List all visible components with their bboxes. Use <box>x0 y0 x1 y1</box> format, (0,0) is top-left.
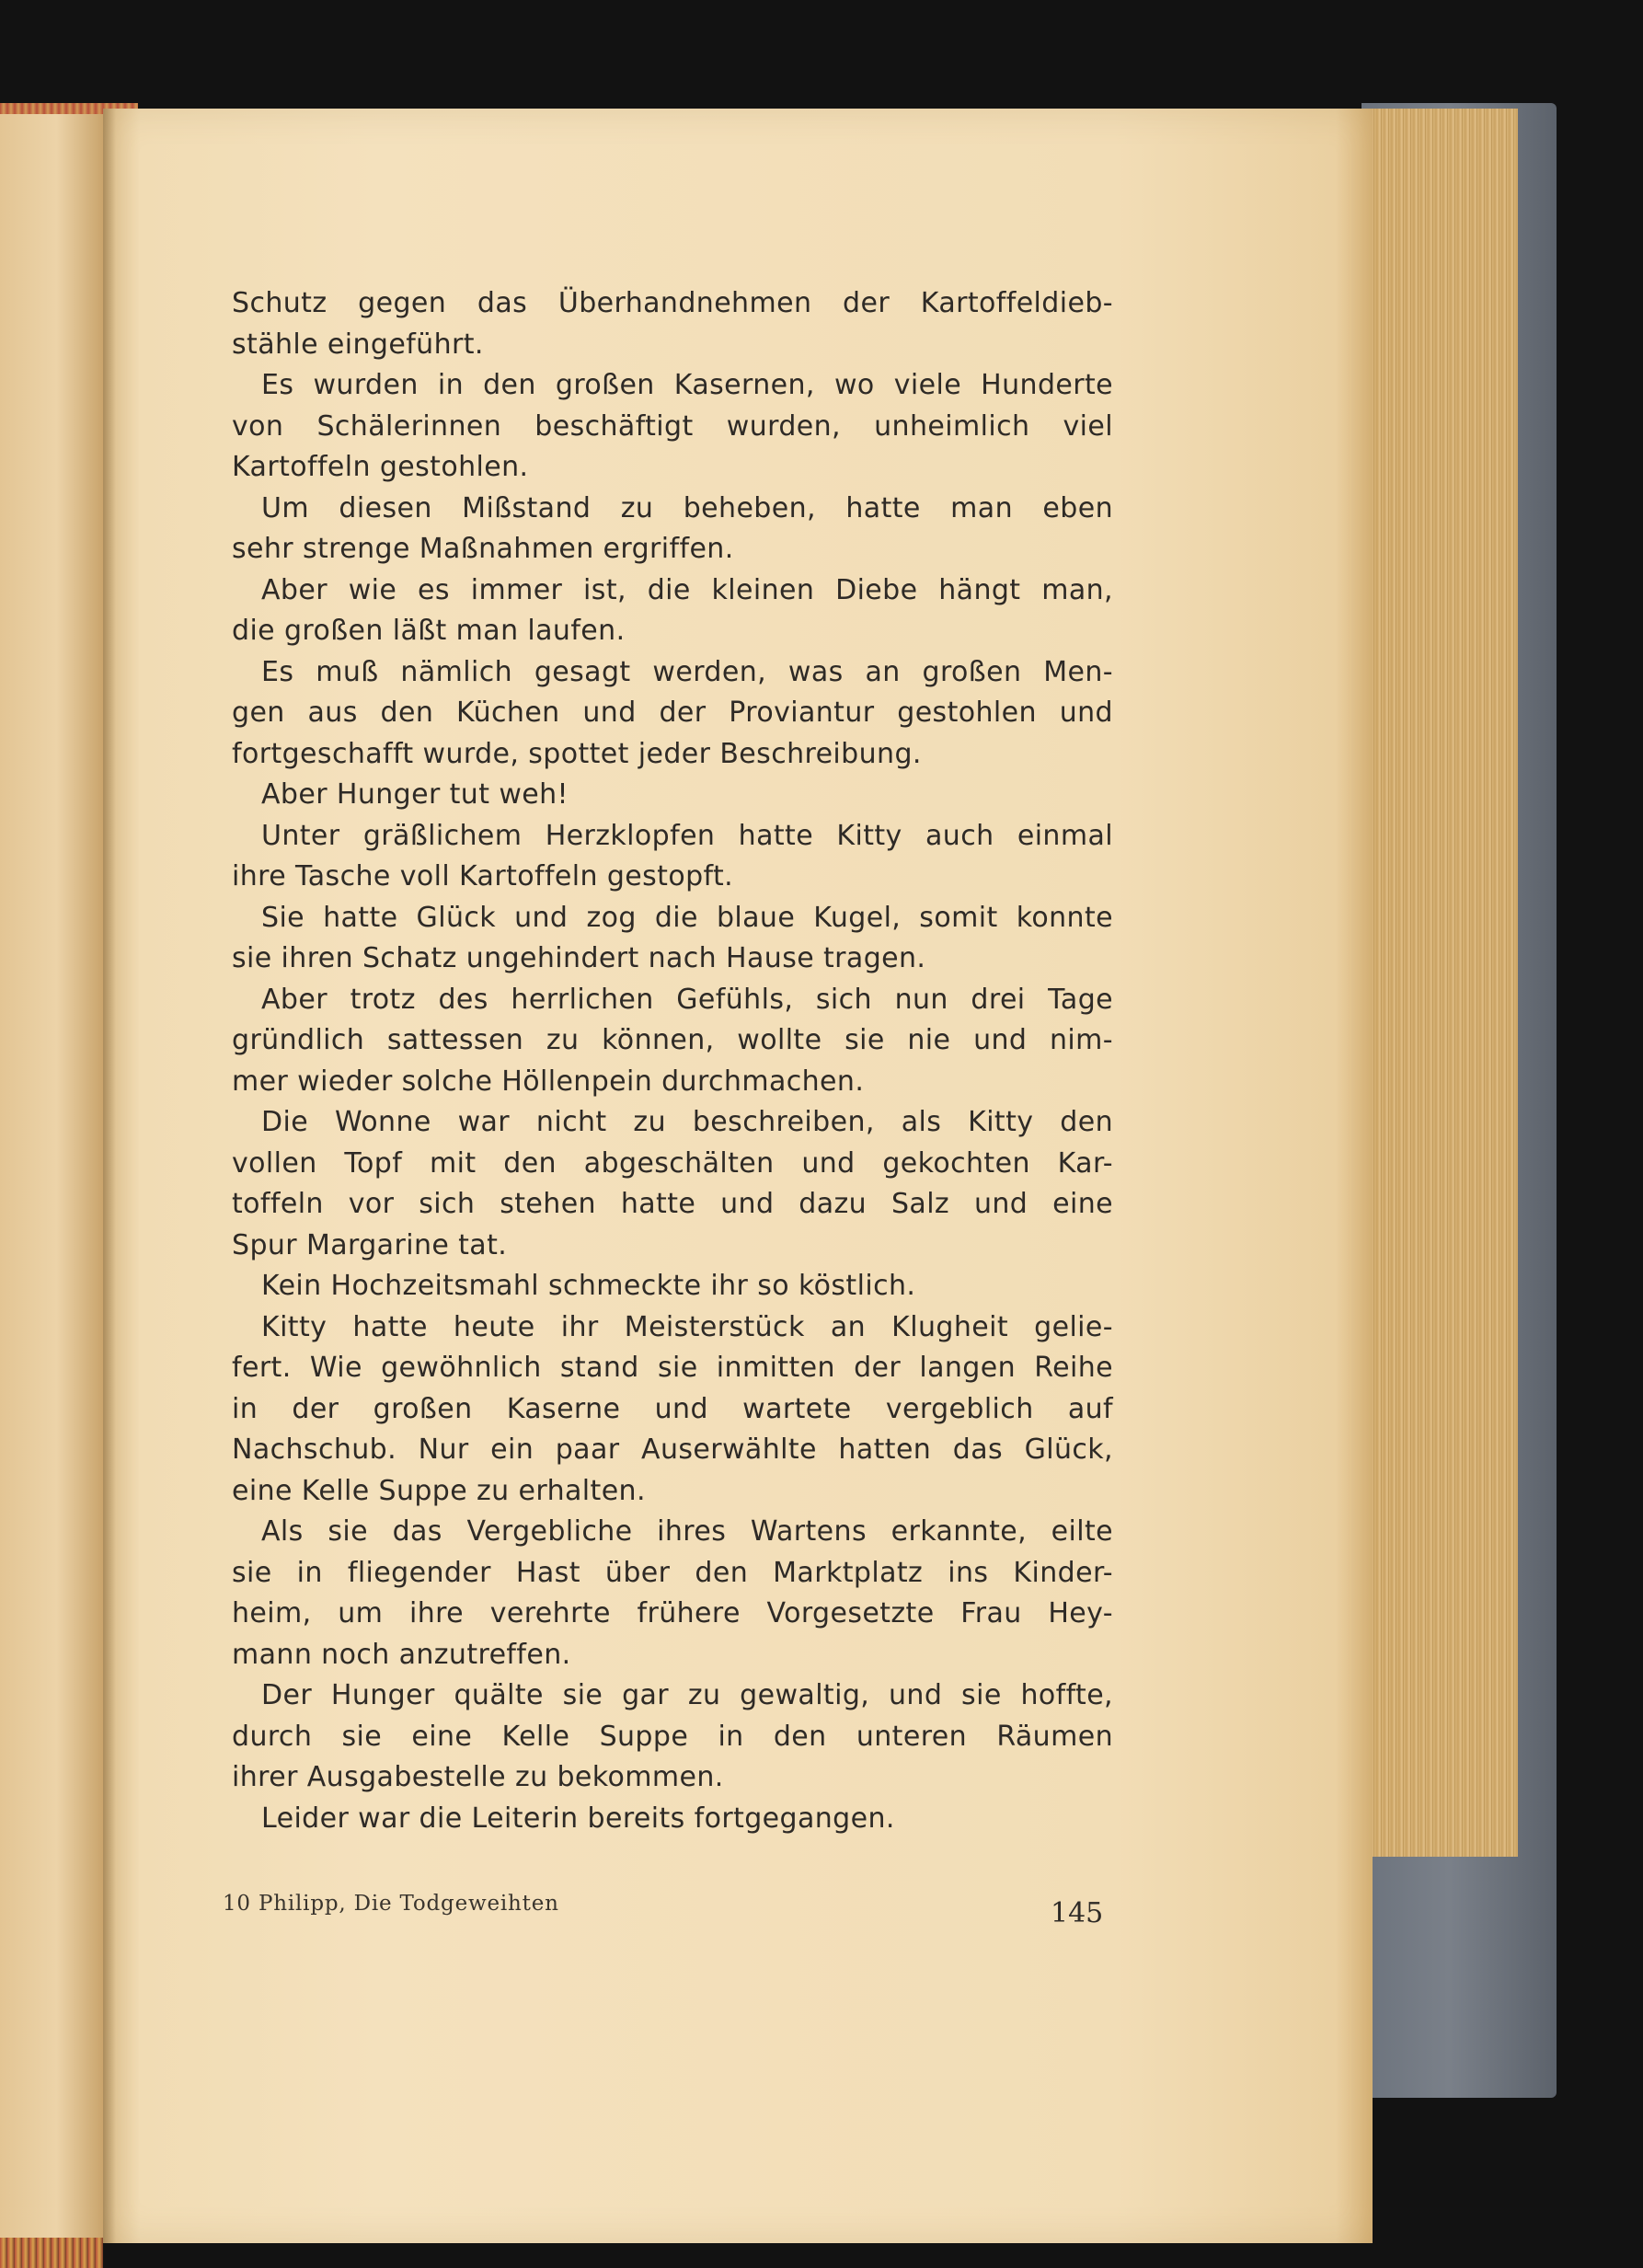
body-text <box>232 283 1113 1839</box>
footer-signature: 10 Philipp, Die Todgeweihten <box>223 1892 559 1916</box>
text-line: fert. Wie gewöhnlich stand sie inmitten der langen Reihe <box>232 1352 1113 1384</box>
text-line: eine Kelle Suppe zu erhalten. <box>232 1474 646 1507</box>
text-line: sie ihren Schatz ungehindert nach Hause tragen. <box>232 942 926 974</box>
text-line: Kartoffeln gestohlen. <box>232 451 529 483</box>
text-line: Aber wie es immer ist, die kleinen Diebe hängt man, <box>261 573 1113 606</box>
text-line: von Schälerinnen beschäftigt wurden, unheimlich viel <box>232 409 1113 443</box>
text-line: gründlich sattessen zu können, wollte sie nie und nim- <box>232 1024 1113 1056</box>
page-gutter-shadow <box>103 109 116 2243</box>
text-line: fortgeschafft wurde, spottet jeder Beschreibung. <box>232 737 922 770</box>
text-line: sehr strenge Maßnahmen ergriffen. <box>232 533 734 565</box>
text-line: Aber trotz des herrlichen Gefühls, sich nun drei Tage <box>261 983 1113 1016</box>
page-edges <box>1352 109 1518 1857</box>
text-line: die großen läßt man laufen. <box>232 615 626 647</box>
text-line: stähle eingeführt. <box>232 328 484 361</box>
page-number: 145 <box>1051 1897 1104 1929</box>
text-line: Es muß nämlich gesagt werden, was an großen Men- <box>261 655 1113 688</box>
text-line: ihrer Ausgabestelle zu bekommen. <box>232 1761 724 1793</box>
text-line: in der großen Kaserne und wartete vergeblich auf <box>232 1392 1113 1425</box>
text-line: Es wurden in den großen Kasernen, wo viele Hunderte <box>261 369 1113 401</box>
text-line: Als sie das Vergebliche ihres Wartens erkannte, eilte <box>261 1515 1113 1548</box>
text-line: sie in fliegender Hast über den Marktplatz ins Kinder- <box>232 1556 1113 1589</box>
text-line: Schutz gegen das Überhandnehmen der Kartoffeldieb- <box>232 287 1113 319</box>
text-line: Aber Hunger tut weh! <box>261 778 569 811</box>
left-facing-page <box>0 103 103 2238</box>
text-line: Um diesen Mißstand zu beheben, hatte man eben <box>261 491 1113 524</box>
text-line: vollen Topf mit den abgeschälten und gekochten Kar- <box>232 1146 1113 1180</box>
text-line: mer wieder solche Höllenpein durchmachen. <box>232 1065 865 1098</box>
text-line: Spur Margarine tat. <box>232 1228 508 1261</box>
text-line: Sie hatte Glück und zog die blaue Kugel, somit konnte <box>261 901 1113 934</box>
text-line: toffeln vor sich stehen hatte und dazu Salz und eine <box>232 1188 1113 1220</box>
text-line: Unter gräßlichem Herzklopfen hatte Kitty auch einmal <box>261 819 1113 852</box>
tailband-trim <box>0 2238 103 2268</box>
text-line: durch sie eine Kelle Suppe in den unteren Räumen <box>232 1720 1113 1753</box>
text-line: gen aus den Küchen und der Proviantur gestohlen und <box>232 697 1113 729</box>
text-line: Kitty hatte heute ihr Meisterstück an Klugheit gelie- <box>261 1310 1113 1343</box>
text-line: Nachschub. Nur ein paar Auserwählte hatten das Glück, <box>232 1433 1113 1466</box>
text-line: Leider war die Leiterin bereits fortgegangen. <box>261 1802 895 1835</box>
text-line: Die Wonne war nicht zu beschreiben, als Kitty den <box>261 1106 1113 1138</box>
text-line: heim, um ihre verehrte frühere Vorgesetzte Frau Hey- <box>232 1597 1113 1629</box>
text-line: ihre Tasche voll Kartoffeln gestopft. <box>232 860 734 892</box>
text-line: mann noch anzutreffen. <box>232 1638 571 1671</box>
text-line: Der Hunger quälte sie gar zu gewaltig, und sie hoffte, <box>261 1679 1113 1711</box>
text-line: Kein Hochzeitsmahl schmeckte ihr so köstlich. <box>261 1270 916 1302</box>
